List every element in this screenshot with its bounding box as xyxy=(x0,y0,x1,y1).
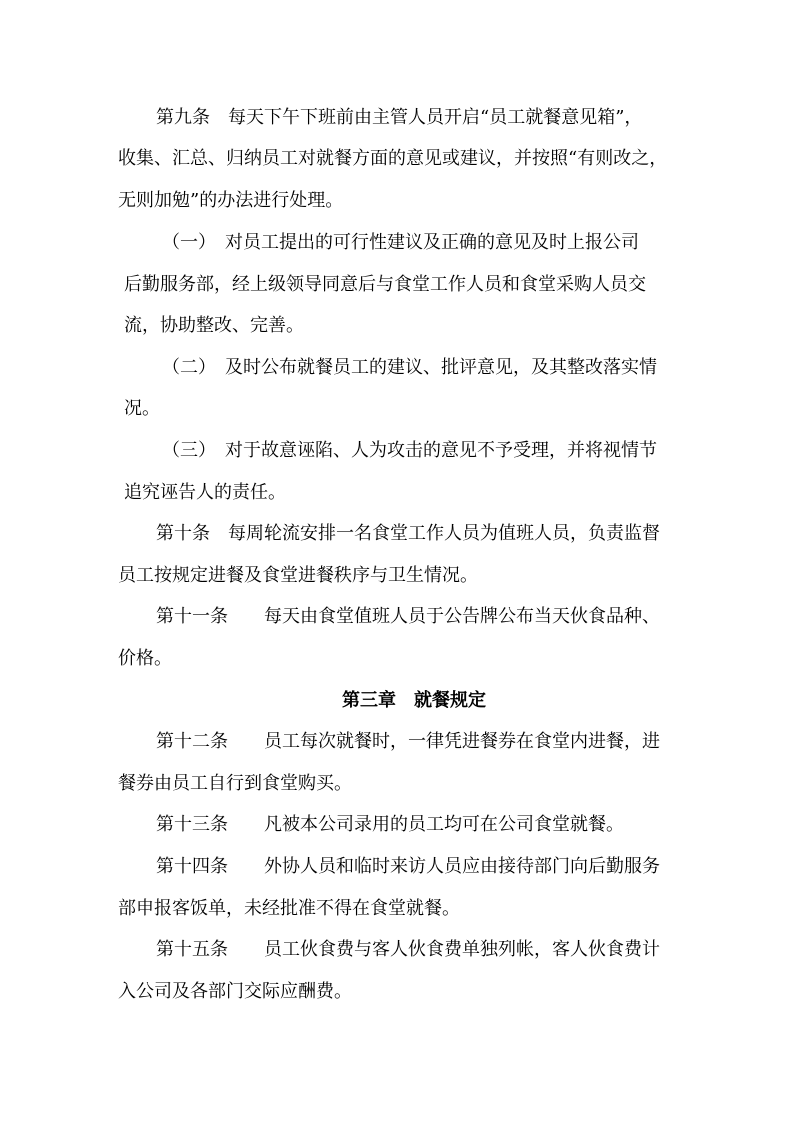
item-3-line-1: （三） 对于故意诬陷、人为攻击的意见不予受理，并将视情节 xyxy=(162,440,657,461)
article-14-line-2: 部申报客饭单，未经批准不得在食堂就餐。 xyxy=(118,898,460,919)
article-14-line-1: 第十四条 外协人员和临时来访人员应由接待部门向后勤服务 xyxy=(156,856,660,877)
item-1-line-3: 流，协助整改、完善。 xyxy=(124,315,304,336)
item-1-line-2: 后勤服务部，经上级领导同意后与食堂工作人员和食堂采购人员交 xyxy=(124,274,646,295)
item-3-line-2: 追究诬告人的责任。 xyxy=(124,482,286,503)
article-9-line-3: 无则加勉”的办法进行处理。 xyxy=(118,190,344,211)
chapter-3-heading: 第三章 就餐规定 xyxy=(342,690,486,711)
item-2-line-2: 况。 xyxy=(124,398,160,419)
article-9-line-2: 收集、汇总、归纳员工对就餐方面的意见或建议，并按照“有则改之， xyxy=(118,148,668,169)
article-12-line-1: 第十二条 员工每次就餐时，一律凭进餐券在食堂内进餐，进 xyxy=(156,731,660,752)
item-2-line-1: （二） 及时公布就餐员工的建议、批评意见，及其整改落实情 xyxy=(162,357,657,378)
article-12-line-2: 餐券由员工自行到食堂购买。 xyxy=(118,773,352,794)
article-13-line-1: 第十三条 凡被本公司录用的员工均可在公司食堂就餐。 xyxy=(156,814,624,835)
article-15-line-2: 入公司及各部门交际应酬费。 xyxy=(118,981,352,1002)
article-9-line-1: 第九条 每天下午下班前由主管人员开启“员工就餐意见箱”， xyxy=(156,107,643,128)
article-15-line-1: 第十五条 员工伙食费与客人伙食费单独列帐，客人伙食费计 xyxy=(156,939,660,960)
item-1-line-1: （一） 对员工提出的可行性建议及正确的意见及时上报公司 xyxy=(162,232,639,253)
article-11-line-2: 价格。 xyxy=(118,648,172,669)
article-10-line-1: 第十条 每周轮流安排一名食堂工作人员为值班人员，负责监督 xyxy=(156,523,660,544)
article-11-line-1: 第十一条 每天由食堂值班人员于公告牌公布当天伙食品种、 xyxy=(156,606,660,627)
article-10-line-2: 员工按规定进餐及食堂进餐秩序与卫生情况。 xyxy=(118,565,478,586)
